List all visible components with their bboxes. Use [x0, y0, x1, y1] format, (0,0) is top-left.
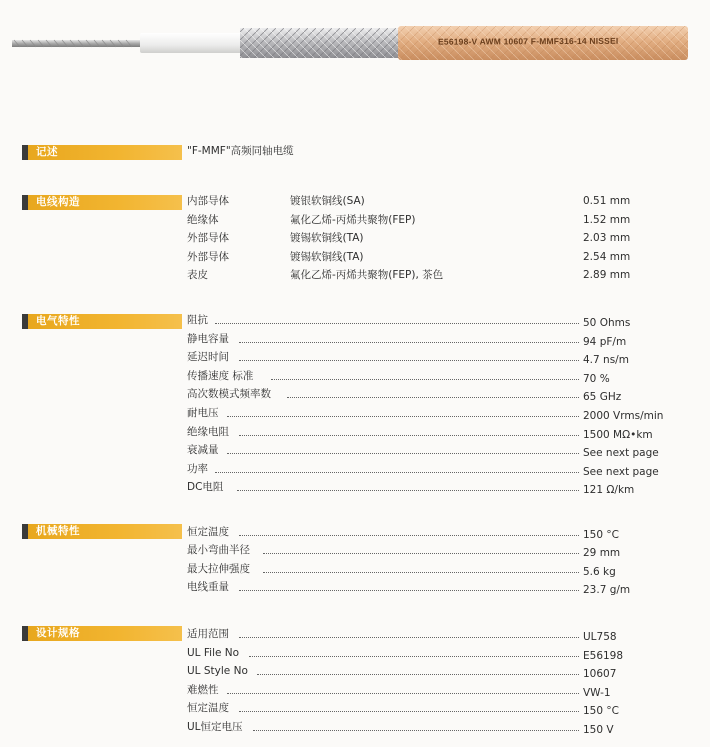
- construction-value: 0.51 mm: [583, 195, 631, 207]
- design-label: 恒定温度: [187, 702, 229, 715]
- electrical-label: 延迟时间: [187, 351, 229, 364]
- section-title-electrical: 电气特性: [36, 315, 80, 327]
- electrical-value: See next page: [583, 447, 659, 460]
- dot-leader: [239, 360, 579, 361]
- dot-leader: [239, 637, 579, 638]
- design-value: 150 V: [583, 724, 614, 736]
- construction-material: 镀银软铜线(SA): [290, 195, 365, 207]
- section-badge-overview: [22, 145, 182, 160]
- electrical-label: 功率: [187, 462, 208, 475]
- electrical-label: 绝缘电阻: [187, 425, 229, 438]
- electrical-row: [187, 312, 667, 330]
- coax-cable-graphic: [0, 0, 710, 110]
- mechanical-row: [187, 579, 667, 597]
- section-title-design: 设计规格: [36, 627, 80, 639]
- electrical-label: DC电阻: [187, 481, 224, 494]
- electrical-value: See next page: [583, 465, 659, 478]
- electrical-row: [187, 424, 667, 442]
- overview-description: "F-MMF"高频同轴电缆: [187, 145, 294, 157]
- design-label: 适用范围: [187, 628, 229, 640]
- dot-leader: [215, 323, 579, 324]
- section-title-mechanical: 机械特性: [36, 525, 80, 537]
- construction-label: 外部导体: [187, 232, 229, 244]
- construction-row: [187, 212, 667, 230]
- electrical-row: [187, 442, 667, 460]
- cable-illustration: [0, 0, 710, 110]
- cable-print-text: E56198-V AWM 10607 F-MMF316-14 NISSEI: [437, 35, 619, 47]
- design-label: UL恒定电压: [187, 721, 243, 733]
- design-row: [187, 719, 667, 737]
- electrical-label: 静电容量: [187, 332, 229, 345]
- electrical-row: [187, 368, 667, 386]
- electrical-value: 4.7 ns/m: [583, 354, 629, 367]
- electrical-value: 70 %: [583, 372, 610, 385]
- design-value: 150 °C: [583, 705, 619, 718]
- construction-label: 表皮: [187, 269, 208, 281]
- electrical-value: 121 Ω/km: [583, 484, 635, 497]
- mechanical-row: [187, 561, 667, 579]
- design-label: UL File No: [187, 646, 240, 659]
- dot-leader: [227, 453, 579, 454]
- construction-value: 2.03 mm: [583, 232, 631, 244]
- construction-row: [187, 267, 667, 285]
- design-row: [187, 700, 667, 718]
- construction-material: 镀锡软铜线(TA): [290, 251, 364, 263]
- construction-label: 内部导体: [187, 195, 229, 207]
- dot-leader: [215, 472, 579, 473]
- mechanical-label: 最小弯曲半径: [187, 544, 250, 557]
- design-value: E56198: [583, 649, 624, 662]
- mechanical-label: 最大拉伸强度: [187, 562, 250, 575]
- section-badge-mechanical: [22, 524, 182, 539]
- section-title-construction: 电线构造: [36, 196, 80, 208]
- design-label: UL Style No: [187, 665, 248, 678]
- dot-leader: [239, 342, 579, 343]
- dot-leader: [271, 379, 579, 380]
- dot-leader: [237, 490, 579, 491]
- electrical-label: 传播速度 标准: [187, 369, 254, 382]
- electrical-label: 耐电压: [187, 407, 219, 419]
- section-badge-electrical: [22, 314, 182, 329]
- design-value: VW-1: [583, 686, 611, 699]
- section-badge-construction: [22, 195, 182, 210]
- dot-leader: [263, 553, 579, 554]
- dot-leader: [253, 730, 579, 731]
- mechanical-row: [187, 524, 667, 542]
- construction-value: 2.54 mm: [583, 251, 631, 263]
- electrical-label: 阻抗: [187, 314, 208, 326]
- dielectric-shape: [140, 33, 242, 53]
- electrical-row: [187, 386, 667, 404]
- electrical-label: 高次数模式频率数: [187, 388, 271, 401]
- design-value: 10607: [583, 668, 617, 681]
- construction-row: [187, 193, 667, 211]
- construction-value: 1.52 mm: [583, 214, 631, 226]
- dot-leader: [257, 674, 579, 675]
- section-title-overview: 记述: [36, 146, 58, 158]
- construction-label: 绝缘体: [187, 214, 219, 226]
- design-row: [187, 626, 667, 644]
- electrical-row: [187, 405, 667, 423]
- design-row: [187, 663, 667, 681]
- dot-leader: [239, 590, 579, 591]
- electrical-row: [187, 479, 667, 497]
- construction-row: [187, 249, 667, 267]
- mechanical-value: 23.7 g/m: [583, 583, 631, 596]
- design-row: [187, 645, 667, 663]
- construction-value: 2.89 mm: [583, 269, 631, 281]
- mechanical-value: 5.6 kg: [583, 565, 616, 578]
- dot-leader: [263, 572, 579, 573]
- mechanical-label: 电线重量: [187, 580, 229, 593]
- dot-leader: [227, 416, 579, 417]
- electrical-label: 衰减量: [187, 444, 219, 457]
- construction-material: 镀锡软铜线(TA): [290, 232, 364, 244]
- electrical-value: 1500 MΩ•km: [583, 428, 653, 441]
- design-label: 难燃性: [187, 683, 219, 696]
- electrical-value: 94 pF/m: [583, 335, 627, 348]
- dot-leader: [287, 397, 579, 398]
- construction-material: 氟化乙烯-丙烯共聚物(FEP): [290, 214, 416, 226]
- mechanical-value: 29 mm: [583, 547, 621, 560]
- electrical-value: 2000 Vrms/min: [583, 410, 664, 422]
- electrical-row: [187, 349, 667, 367]
- electrical-value: 50 Ohms: [583, 317, 631, 329]
- mechanical-row: [187, 542, 667, 560]
- design-row: [187, 682, 667, 700]
- construction-row: [187, 230, 667, 248]
- electrical-row: [187, 331, 667, 349]
- construction-label: 外部导体: [187, 251, 229, 263]
- section-badge-design: [22, 626, 182, 641]
- dot-leader: [239, 711, 579, 712]
- mechanical-value: 150 °C: [583, 529, 619, 541]
- dot-leader: [249, 656, 579, 657]
- dot-leader: [239, 435, 579, 436]
- dot-leader: [227, 693, 579, 694]
- dot-leader: [239, 535, 579, 536]
- construction-material: 氟化乙烯-丙烯共聚物(FEP), 茶色: [290, 269, 444, 281]
- mechanical-label: 恒定温度: [187, 526, 229, 538]
- electrical-row: [187, 461, 667, 479]
- electrical-value: 65 GHz: [583, 391, 622, 404]
- design-value: UL758: [583, 631, 617, 643]
